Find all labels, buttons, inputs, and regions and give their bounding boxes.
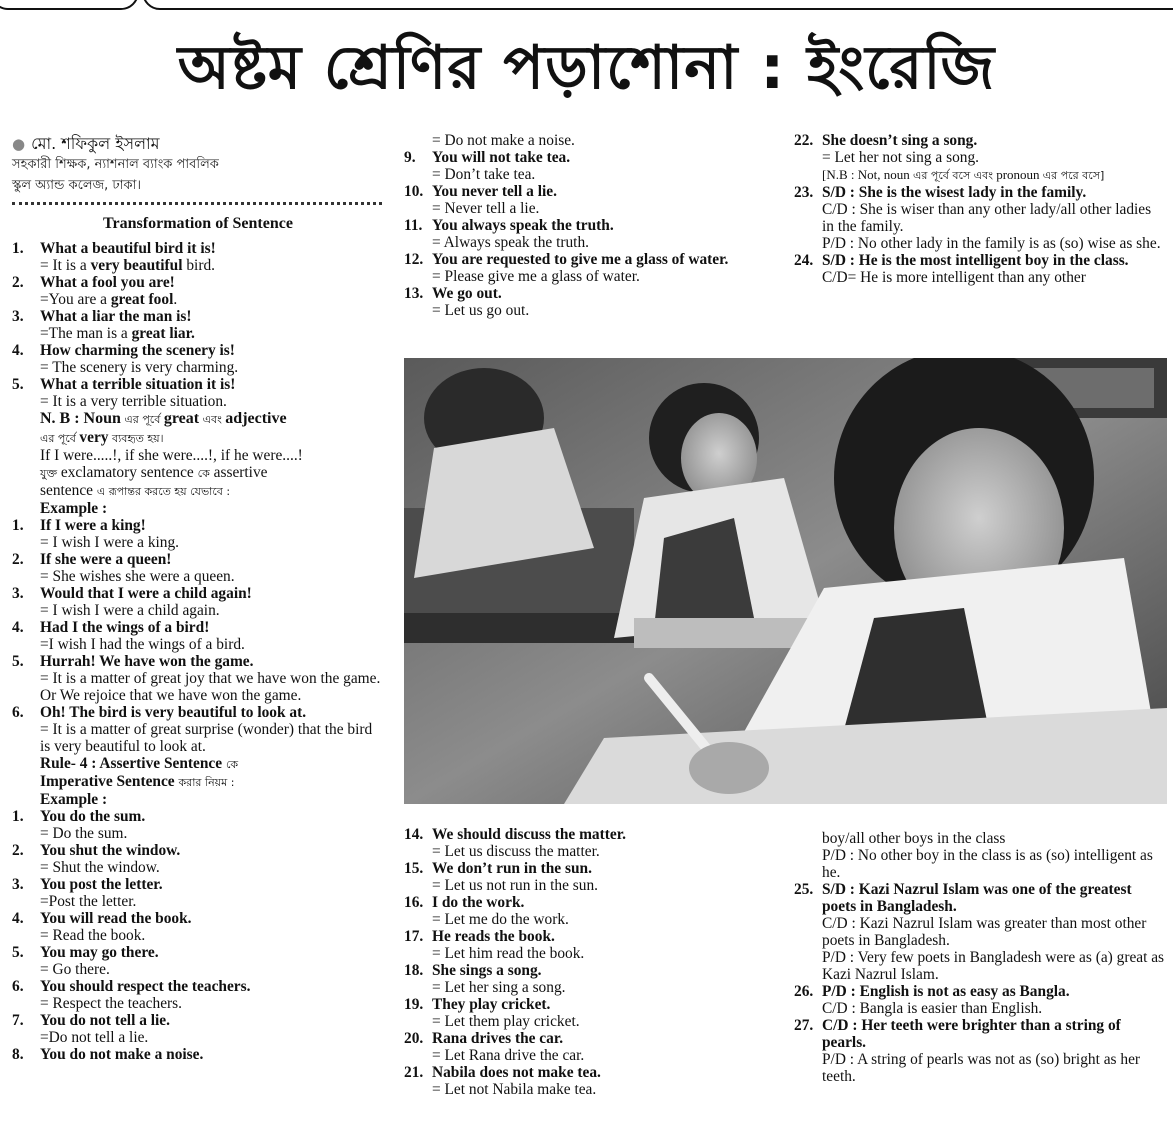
item-answer: = Let them play cricket. [432,1013,580,1030]
list-item-23: 23. S/D : She is the wisest lady in the family. C/D : She is wiser than any other lady/all other ladies in the family. P/D : No other lady in the family is as (so) wise as she. [794,184,1161,252]
item-answer: =Do not tell a lie. [40,1029,149,1046]
item-answer: = Let us discuss the matter. [432,843,600,860]
author-title-line-1: সহকারী শিক্ষক, ন্যাশনাল ব্যাংক পাবলিক [12,157,219,172]
author-name: মো. শফিকুল ইসলাম [31,134,160,153]
item-body [432,285,779,319]
wish-item [12,704,384,755]
continued-line-1: boy/all other boys in the class [822,830,1006,847]
nb-note [12,410,384,517]
item-question: They play cricket. [432,996,551,1013]
item-question: Nabila does not make tea. [432,1064,601,1081]
item-number: 4. [12,910,24,927]
item-number: 16. [404,894,424,911]
let-item [404,1030,784,1064]
item-body [40,308,384,342]
item-number: 11. [404,217,423,234]
answer-text: = The scenery is very charming. [40,359,239,376]
item-answer: = Let him read the book. [432,945,585,962]
item-question: We should discuss the matter. [432,826,626,843]
item-number: 2. [12,842,24,859]
item-body [432,826,784,860]
item-number: 9. [404,149,416,166]
item-body [432,183,779,217]
item-body [40,274,384,308]
item-number: 15. [404,860,424,877]
nb-line-2: এর পূর্বে very ব্যবহৃত হয়। [40,429,164,446]
item-body [432,894,784,928]
page-title: অষ্টম শ্রেণির পড়াশোনা : ইংরেজি [177,33,996,103]
item-question: You do not make a noise. [40,1046,204,1063]
item-number: 5. [12,376,24,393]
item-body [40,842,384,876]
wish-item [12,585,384,619]
item-question: Hurrah! We have won the game. [40,653,254,670]
list-item [12,274,384,308]
item-body [40,704,384,755]
item-question: What a beautiful bird it is! [40,240,216,257]
item-question: You do the sum. [40,808,146,825]
item-answer: = Let us not run in the sun. [432,877,598,894]
let-item [404,826,784,860]
item-answer: = It is a matter of great joy that we have won the game. Or We rejoice that we have won the game. [40,670,381,704]
header-tab-left [0,0,139,10]
item-body [40,808,384,842]
item-body [40,1012,384,1046]
item-number: 18. [404,962,424,979]
example-heading-2: Example : [40,791,108,808]
item-number: 1. [12,808,24,825]
column-2-bottom [404,826,784,1098]
item-body [40,876,384,910]
nb-line-5: sentence এ রূপান্তর করতে হয় যেভাবে : [40,482,231,499]
item-number: 19. [404,996,424,1013]
item-number: 10. [404,183,424,200]
item-answer: = Respect the teachers. [40,995,183,1012]
item-question: I do the work. [432,894,525,911]
nb-line-1: N. B : Noun এর পূর্বে great এবং adjective [40,410,287,427]
list-item-26: 26. P/D : English is not as easy as Bangla. C/D : Bangla is easier than English. [794,983,1070,1017]
item-body [432,962,784,996]
imperative-item [404,251,779,285]
nb-line-4: যুক্ত exclamatory sentence কে assertive [40,464,268,481]
item-answer: = Let her sing a song. [432,979,566,996]
item-answer [40,393,384,410]
list-item-25: 25. S/D : Kazi Nazrul Islam was one of the greatest poets in Bangladesh. C/D : Kazi Nazrul Islam was greater than most other poets in Bangladesh. P/D : Very few poets in Bangladesh were as (a) great as Kazi Nazrul Islam. [794,881,1165,983]
example-heading-1: Example : [40,500,108,517]
let-item [404,928,784,962]
item-number: 8. [12,1046,24,1063]
imperative-item [12,842,384,876]
nb-note-22: [N.B : Not, noun এর পূর্বে বসে এবং pronoun এর পরে বসে] [822,167,1105,182]
list-item-22: 22. She doesn’t sing a song. = Let her not sing a song. [N.B : Not, noun এর পূর্বে বসে এবং pronoun এর পরে বসে] [794,132,1166,184]
item-answer: =I wish I had the wings of a bird. [40,636,245,653]
column-1 [12,134,384,1063]
rule-line-2: Imperative Sentence করার নিয়ম : [40,773,235,790]
item-body [40,653,384,704]
list-item-27: 27. C/D : Her teeth were brighter than a string of pearls. P/D : A string of pearls was not as (so) bright as her teeth. [794,1017,1141,1085]
item-answer: = I wish I were a child again. [40,602,220,619]
item-number: 14. [404,826,424,843]
item-body [432,928,784,962]
let-item [404,860,784,894]
item-body [432,860,784,894]
author-title-line-2: স্কুল অ্যান্ড কলেজ, ঢাকা। [12,178,142,193]
item-question: You never tell a lie. [432,183,557,200]
item-question: Rana drives the car. [432,1030,564,1047]
column-3-bottom [794,830,1166,1085]
answer-emphasis: very beautiful [90,257,183,274]
item-question: You will not take tea. [432,149,571,166]
item-question: You should respect the teachers. [40,978,251,995]
continued-answer: = Do not make a noise. [432,132,575,149]
imperative-item [404,217,779,251]
list-item-24: 24. S/D : He is the most intelligent boy in the class. C/D= He is more intelligent than any other [794,252,1129,286]
item-number: 13. [404,285,424,302]
let-item [404,962,784,996]
wish-item [12,551,384,585]
exclamatory-list [12,240,384,410]
imperative-item [12,1012,384,1046]
item-body [432,996,784,1030]
item-number: 1. [12,517,24,534]
section-title: Transformation of Sentence [103,215,293,232]
item-question: He reads the book. [432,928,555,945]
item-body [40,910,384,944]
rule-line-1: Rule- 4 : Assertive Sentence কে [40,755,239,772]
item-number: 7. [12,1012,24,1029]
item-question: She sings a song. [432,962,542,979]
let-item [404,894,784,928]
item-body [432,1030,784,1064]
item-answer: = Don’t take tea. [432,166,536,183]
item-body [40,978,384,1012]
item-question: We don’t run in the sun. [432,860,592,877]
dotted-divider [12,202,382,205]
answer-text: = It is a [40,257,91,274]
item-answer: = Let me do the work. [432,911,569,928]
photo-illustration [404,358,1167,804]
imperative-item [12,944,384,978]
item-answer: = She wishes she were a queen. [40,568,235,585]
nb-line-3: If I were.....!, if she were....!, if he were....! [40,447,303,464]
imperative-list [12,808,384,1063]
column-3-top [794,132,1166,286]
answer-text: bird. [182,257,215,274]
item-number: 12. [404,251,424,268]
item-answer: = Let not Nabila make tea. [432,1081,597,1098]
imperative-item [404,183,779,217]
item-body [40,944,384,978]
item-question: We go out. [432,285,502,302]
item-body [40,551,384,585]
answer-text: = It is a very terrible situation. [40,393,227,410]
item-body [40,585,384,619]
item-answer: = Always speak the truth. [432,234,590,251]
item-number: 6. [12,978,24,995]
item-question: You are requested to give me a glass of water. [432,251,729,268]
item-answer [40,291,384,308]
imperative-item [12,808,384,842]
item-number: 20. [404,1030,424,1047]
item-number: 2. [12,274,24,291]
list-item [12,240,384,274]
item-question: What a liar the man is! [40,308,192,325]
item-question: Would that I were a child again! [40,585,252,602]
item-body [432,149,779,183]
answer-text: =The man is a [40,325,132,342]
item-answer: = It is a matter of great surprise (wonder) that the bird is very beautiful to look at. [40,721,373,755]
item-question: What a terrible situation it is! [40,376,236,393]
imperative-item [404,285,779,319]
page-top-frame [0,0,1173,10]
continued-line-2: P/D : No other boy in the class is as (so) intelligent as he. [822,847,1153,881]
item-body [432,217,779,251]
item-question: You do not tell a lie. [40,1012,170,1029]
item-body [40,342,384,376]
imperative-item [12,876,384,910]
item-number: 3. [12,585,24,602]
item-answer: = Let Rana drive the car. [432,1047,585,1064]
item-answer: = Do the sum. [40,825,128,842]
item-question: If I were a king! [40,517,146,534]
item-question: You always speak the truth. [432,217,614,234]
let-item [404,1064,784,1098]
list-item [12,308,384,342]
list-item [12,376,384,410]
item-number: 4. [12,619,24,636]
list-item [12,342,384,376]
wish-item [12,653,384,704]
item-number: 21. [404,1064,424,1081]
item-question: You shut the window. [40,842,181,859]
item-question: You post the letter. [40,876,163,893]
wish-item [12,619,384,653]
item-answer: =Post the letter. [40,893,137,910]
let-imperative-list [404,826,784,1098]
item-answer [40,359,384,376]
item-answer [40,325,384,342]
item-body [432,1064,784,1098]
bullet-icon: ● [12,135,26,153]
item-answer: = Please give me a glass of water. [432,268,640,285]
item-number: 3. [12,308,24,325]
item-number: 6. [12,704,24,721]
imperative-item [404,149,779,183]
item-answer: = Never tell a lie. [432,200,540,217]
item-question: If she were a queen! [40,551,172,568]
item-question: What a fool you are! [40,274,175,291]
item-question: Oh! The bird is very beautiful to look at. [40,704,307,721]
item-body [40,517,384,551]
header-tab-right [142,0,1173,10]
item-number: 3. [12,876,24,893]
imperative-item [12,1046,384,1063]
answer-text: . [173,291,178,308]
item-question: You will read the book. [40,910,192,927]
item-answer: = Go there. [40,961,110,978]
rule-4-heading [12,755,384,808]
item-answer: = Let us go out. [432,302,530,319]
item-answer: = Shut the window. [40,859,160,876]
item-number: 2. [12,551,24,568]
students-exam-photo [404,358,1167,804]
wish-list [12,517,384,755]
item-question: How charming the scenery is! [40,342,235,359]
wish-item [12,517,384,551]
answer-emphasis: great fool [110,291,174,308]
item-body [432,251,779,285]
author-byline [12,134,384,154]
column-2-top [404,132,779,319]
answer-text: =You are a [40,291,111,308]
item-number: 4. [12,342,24,359]
let-item [404,996,784,1030]
item-number: 5. [12,944,24,961]
answer-emphasis: great liar. [131,325,195,342]
item-answer: = I wish I were a king. [40,534,180,551]
item-body [40,240,384,274]
item-number: 17. [404,928,424,945]
item-number: 5. [12,653,24,670]
item-answer [40,257,384,274]
imperative-item [12,978,384,1012]
item-number: 1. [12,240,24,257]
item-body [40,1046,384,1063]
item-answer: = Read the book. [40,927,146,944]
item-question: You may go there. [40,944,159,961]
item-body [40,376,384,410]
imperative-item [12,910,384,944]
item-body [40,619,384,653]
item-question: Had I the wings of a bird! [40,619,210,636]
imperative-list-continued [404,149,779,319]
